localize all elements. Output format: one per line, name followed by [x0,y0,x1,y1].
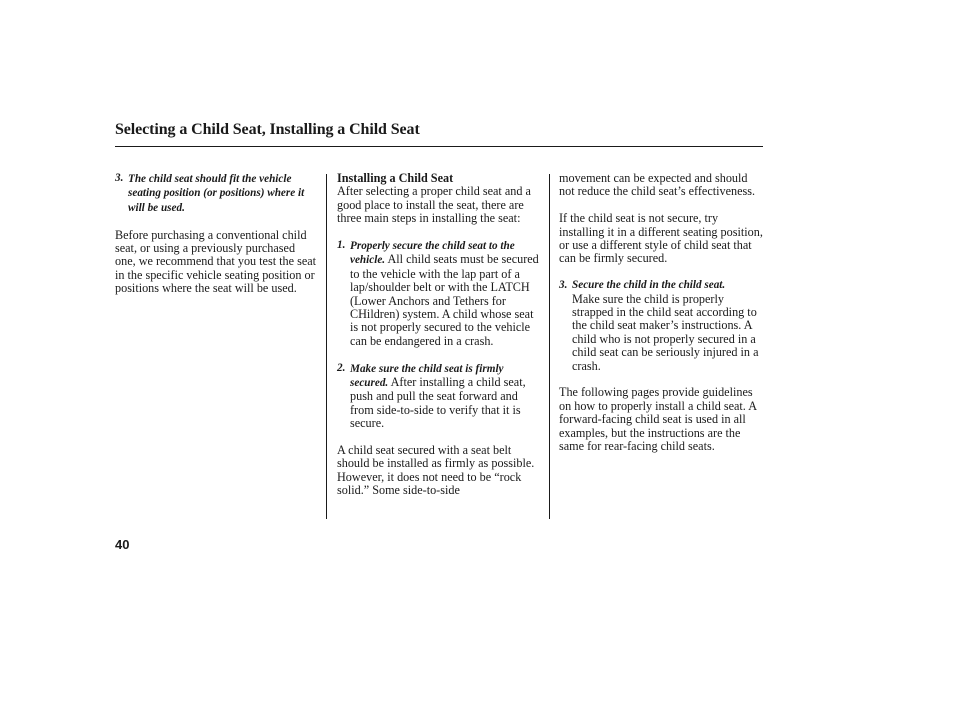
section-heading: Installing a Child Seat [337,171,454,185]
intro-paragraph: After selecting a proper child seat and a good place to install the seat, there are three main steps in installing the seat: [337,184,531,226]
column-right [559,172,765,467]
list-item-1-secure [337,239,541,348]
list-item-3-fit [115,172,318,215]
item-text: After installing a child seat, push and pull the seat forward and from side-to-side to verify that it is secure. [350,375,526,431]
item-heading: Make sure the child seat is firmly secured. [350,362,504,390]
body-paragraph: If the child seat is not secure, try installing it in a different seating position, or use a different style of child seat that can be firmly secured. [559,211,763,266]
title-rule [115,146,763,147]
body-paragraph: The following pages provide guidelines on how to properly install a child seat. A forward-facing child seat is used in all examples, but the instructions are the same for rear-facing child seats. [559,385,757,454]
list-item-2-firm [337,362,541,431]
item-heading: Secure the child in the child seat. [572,279,726,292]
item-number: 2. [337,361,346,374]
item-text: Make sure the child is properly strapped in the child seat according to the child seat maker’s instructions. A child who is not properly secured in a child seat can be seriously injured in a crash. [572,291,759,373]
item-text: All child seats must be secured to the vehicle with the lap part of a lap/shoulder belt or with the LATCH (Lower Anchors and Tethers for CHildren) system. A child whose seat is not properly secured to the vehicle can be endangered in a crash. [350,252,539,348]
list-item-3-secure-child [559,279,765,373]
column-middle [337,172,541,511]
column-left [115,172,318,309]
page-title: Selecting a Child Seat, Installing a Child Seat [115,121,420,138]
page-number: 40 [115,537,130,552]
item-heading: Properly secure the child seat to the vehicle. [350,240,515,267]
item-number: 3. [559,279,568,292]
item-number: 3. [115,172,124,184]
item-heading: The child seat should fit the vehicle seating position (or positions) where it will be used. [128,173,305,214]
body-paragraph: A child seat secured with a seat belt should be installed as firmly as possible. However, it does not need to be “rock solid.” Some side-to-side [337,443,535,498]
continued-paragraph: movement can be expected and should not reduce the child seat’s effectiveness. [559,171,756,199]
item-number: 1. [337,239,346,252]
body-paragraph: Before purchasing a conventional child seat, or using a previously purchased one, we recommend that you test the seat in the specific vehicle seating position or positions where the seat will be used. [115,227,317,296]
column-divider [326,174,327,519]
column-divider [549,174,550,519]
